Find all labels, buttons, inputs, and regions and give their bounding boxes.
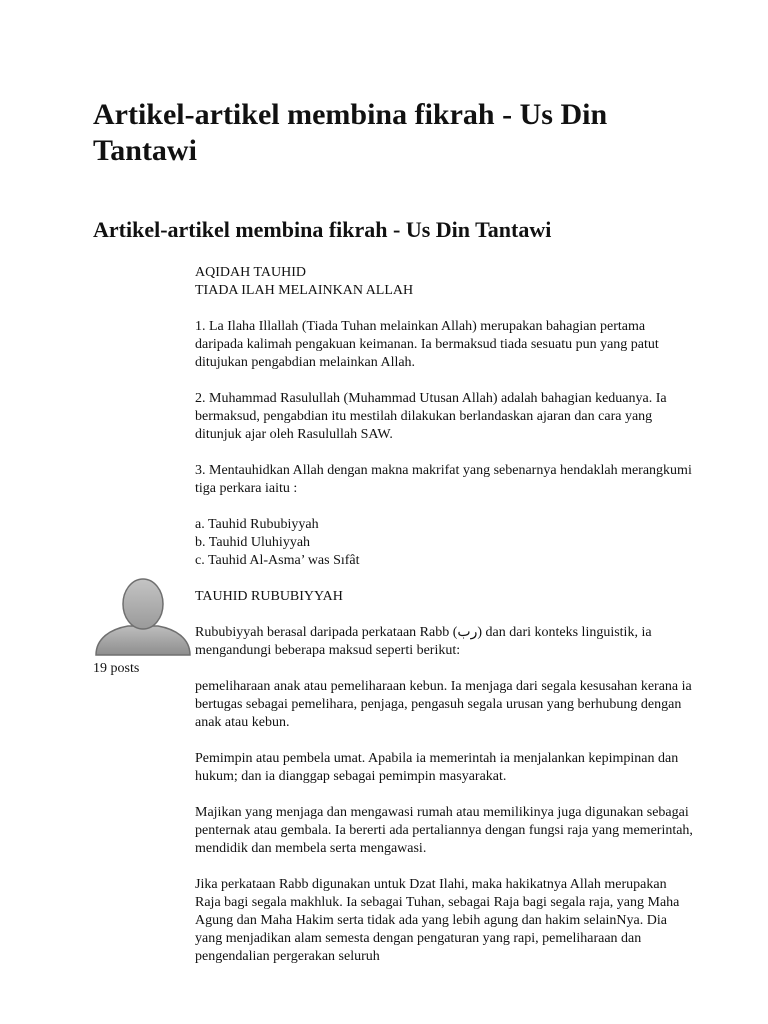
section-heading: TAUHID RUBUBIYYAH bbox=[195, 589, 343, 604]
paragraph-2: 2. Muhammad Rasulullah (Muhammad Utusan Allah) adalah bahagian keduanya. Ia bermaksud, pengabdian itu mestilah dilakukan berlandaskan ajaran dan cara yang ditunjuk ajar oleh Rasulullah SAW. bbox=[195, 391, 667, 442]
heading-block bbox=[195, 264, 695, 300]
author-post-count: 19 posts bbox=[93, 661, 140, 676]
paragraph-4: Rububiyyah berasal daripada perkataan Rabb (رب) dan dari konteks linguistik, ia mengandungi beberapa maksud seperti berikut: bbox=[195, 625, 652, 658]
list-item: a. Tauhid Rububiyyah bbox=[195, 517, 319, 532]
tauhid-list bbox=[195, 516, 695, 570]
list-item: b. Tauhid Uluhiyyah bbox=[195, 535, 311, 550]
paragraph-6: Pemimpin atau pembela umat. Apabila ia memerintah ia menjalankan kepimpinan dan hukum; dan ia dianggap sebagai pemimpin masyarakat. bbox=[195, 751, 679, 784]
paragraph-5: pemeliharaan anak atau pemeliharaan kebun. Ia menjaga dari segala kesusahan kerana ia bertugas sebagai pemelihara, penjaga, pengasuh segala urusan yang berhubung dengan anak atau kebun. bbox=[195, 679, 692, 730]
list-item: c. Tauhid Al-Asma’ was Sıfât bbox=[195, 553, 360, 568]
document-title: Artikel-artikel membina fikrah - Us Din Tantawi bbox=[93, 98, 608, 167]
paragraph-1: 1. La Ilaha Illallah (Tiada Tuhan melainkan Allah) merupakan bahagian pertama daripada kalimah pengakuan keimanan. Ia bermaksud tiada sesuatu pun yang patut ditujukan pengabdian melainkan Allah. bbox=[195, 319, 659, 370]
body-heading-tiada-ilah: TIADA ILAH MELAINKAN ALLAH bbox=[195, 283, 414, 298]
post-author bbox=[93, 576, 193, 676]
post-body bbox=[195, 264, 695, 984]
paragraph-3: 3. Mentauhidkan Allah dengan makna makrifat yang sebenarnya hendaklah merangkumi tiga perkara iaitu : bbox=[195, 463, 692, 496]
body-heading-aqidah: AQIDAH TAUHID bbox=[195, 265, 306, 280]
default-user-avatar-icon[interactable] bbox=[93, 576, 193, 656]
paragraph-7: Majikan yang menjaga dan mengawasi rumah atau memilikinya juga digunakan sebagai penternak atau gembala. Ia bererti ada pertaliannya dengan fungsi raja yang memerintah, mendidik dan membela serta mengawasi. bbox=[195, 805, 693, 856]
post-title: Artikel-artikel membina fikrah - Us Din Tantawi bbox=[93, 217, 552, 242]
paragraph-8: Jika perkataan Rabb digunakan untuk Dzat Ilahi, maka hakikatnya Allah merupakan Raja bagi segala makhluk. Ia sebagai Tuhan, sebagai Raja bagi segala raja, yang Maha Agung dan Maha Hakim serta tidak ada yang lebih agung dan hakim selainNya. Dia yang menjadikan alam semesta dengan pengaturan yang rapi, pemeliharaan dan pengendalian pergerakan seluruh bbox=[195, 877, 680, 964]
